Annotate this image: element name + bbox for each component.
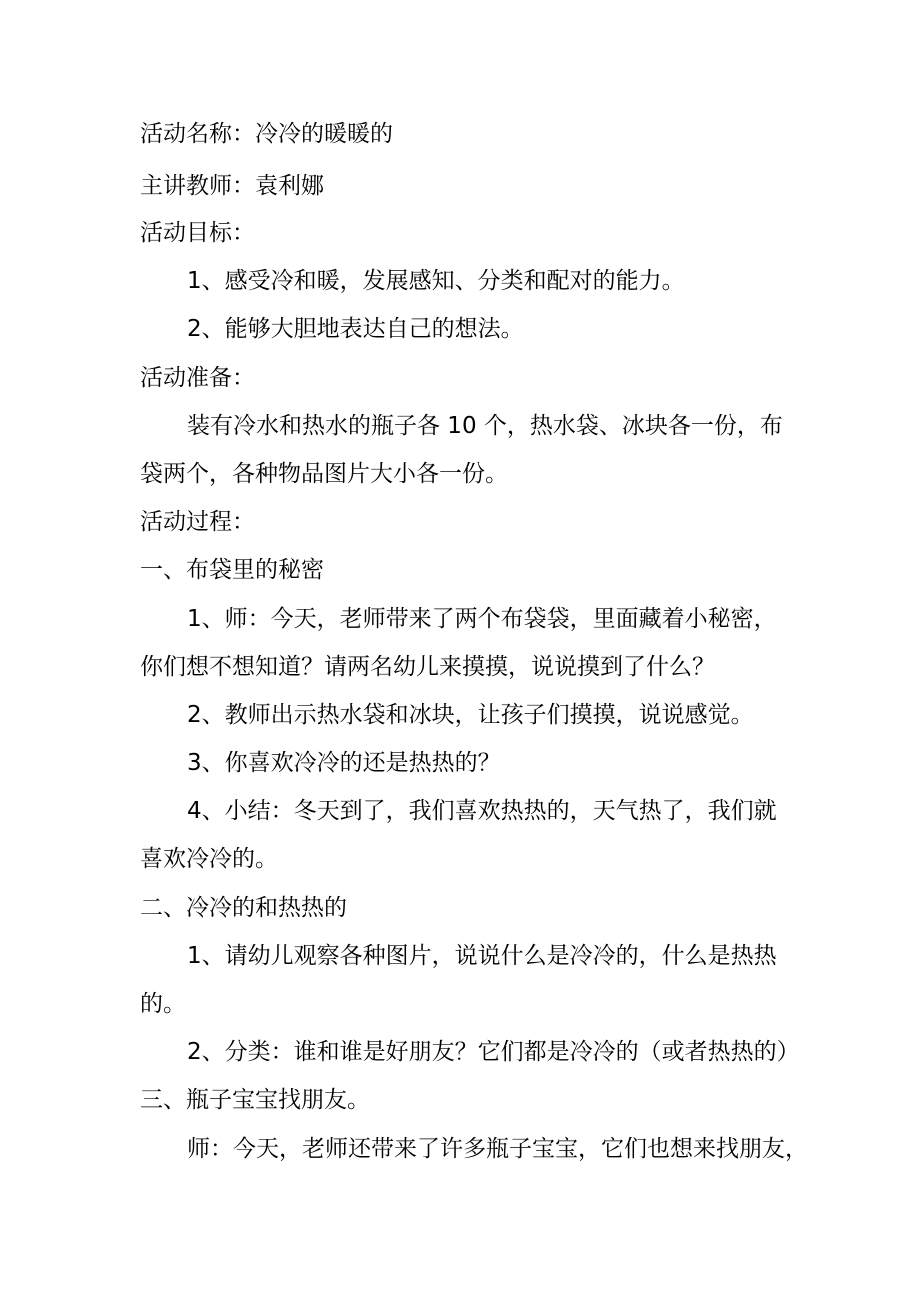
section-2-heading: 二、冷冷的和热热的 (140, 895, 347, 921)
preparation-line-2: 袋两个，各种物品图片大小各一份。 (140, 461, 508, 487)
section-1-item-4-line-2: 喜欢冷冷的。 (140, 846, 278, 872)
process-heading: 活动过程： (140, 509, 255, 535)
section-3-heading: 三、瓶子宝宝找朋友。 (140, 1087, 370, 1113)
section-3-paragraph-line-1: 师：今天，老师还带来了许多瓶子宝宝，它们也想来找朋友， (187, 1136, 808, 1162)
section-1-item-3: 3、你喜欢冷冷的还是热热的？ (187, 750, 501, 776)
preparation-heading: 活动准备： (140, 365, 255, 391)
objective-1: 1、感受冷和暖，发展感知、分类和配对的能力。 (187, 268, 685, 294)
section-2-item-1-line-2: 的。 (140, 991, 186, 1017)
section-2-item-2: 2、分类：谁和谁是好朋友？它们都是冷冷的（或者热热的） (187, 1039, 800, 1065)
lead-teacher: 主讲教师：袁利娜 (140, 173, 324, 199)
section-1-item-1-line-2: 你们想不想知道？请两名幼儿来摸摸，说说摸到了什么？ (140, 654, 715, 680)
objective-2: 2、能够大胆地表达自己的想法。 (187, 316, 524, 342)
section-1-heading: 一、布袋里的秘密 (140, 557, 324, 583)
objectives-heading: 活动目标： (140, 220, 255, 246)
preparation-line-1: 装有冷水和热水的瓶子各 10 个，热水袋、冰块各一份，布 (187, 413, 783, 439)
activity-name: 活动名称：冷冷的暖暖的 (140, 121, 393, 147)
section-1-item-1-line-1: 1、师：今天，老师带来了两个布袋袋，里面藏着小秘密， (187, 606, 777, 632)
section-2-item-1-line-1: 1、请幼儿观察各种图片，说说什么是冷冷的，什么是热热 (187, 943, 777, 969)
section-1-item-2: 2、教师出示热水袋和冰块，让孩子们摸摸，说说感觉。 (187, 702, 754, 728)
section-1-item-4-line-1: 4、小结：冬天到了，我们喜欢热热的，天气热了，我们就 (187, 798, 777, 824)
